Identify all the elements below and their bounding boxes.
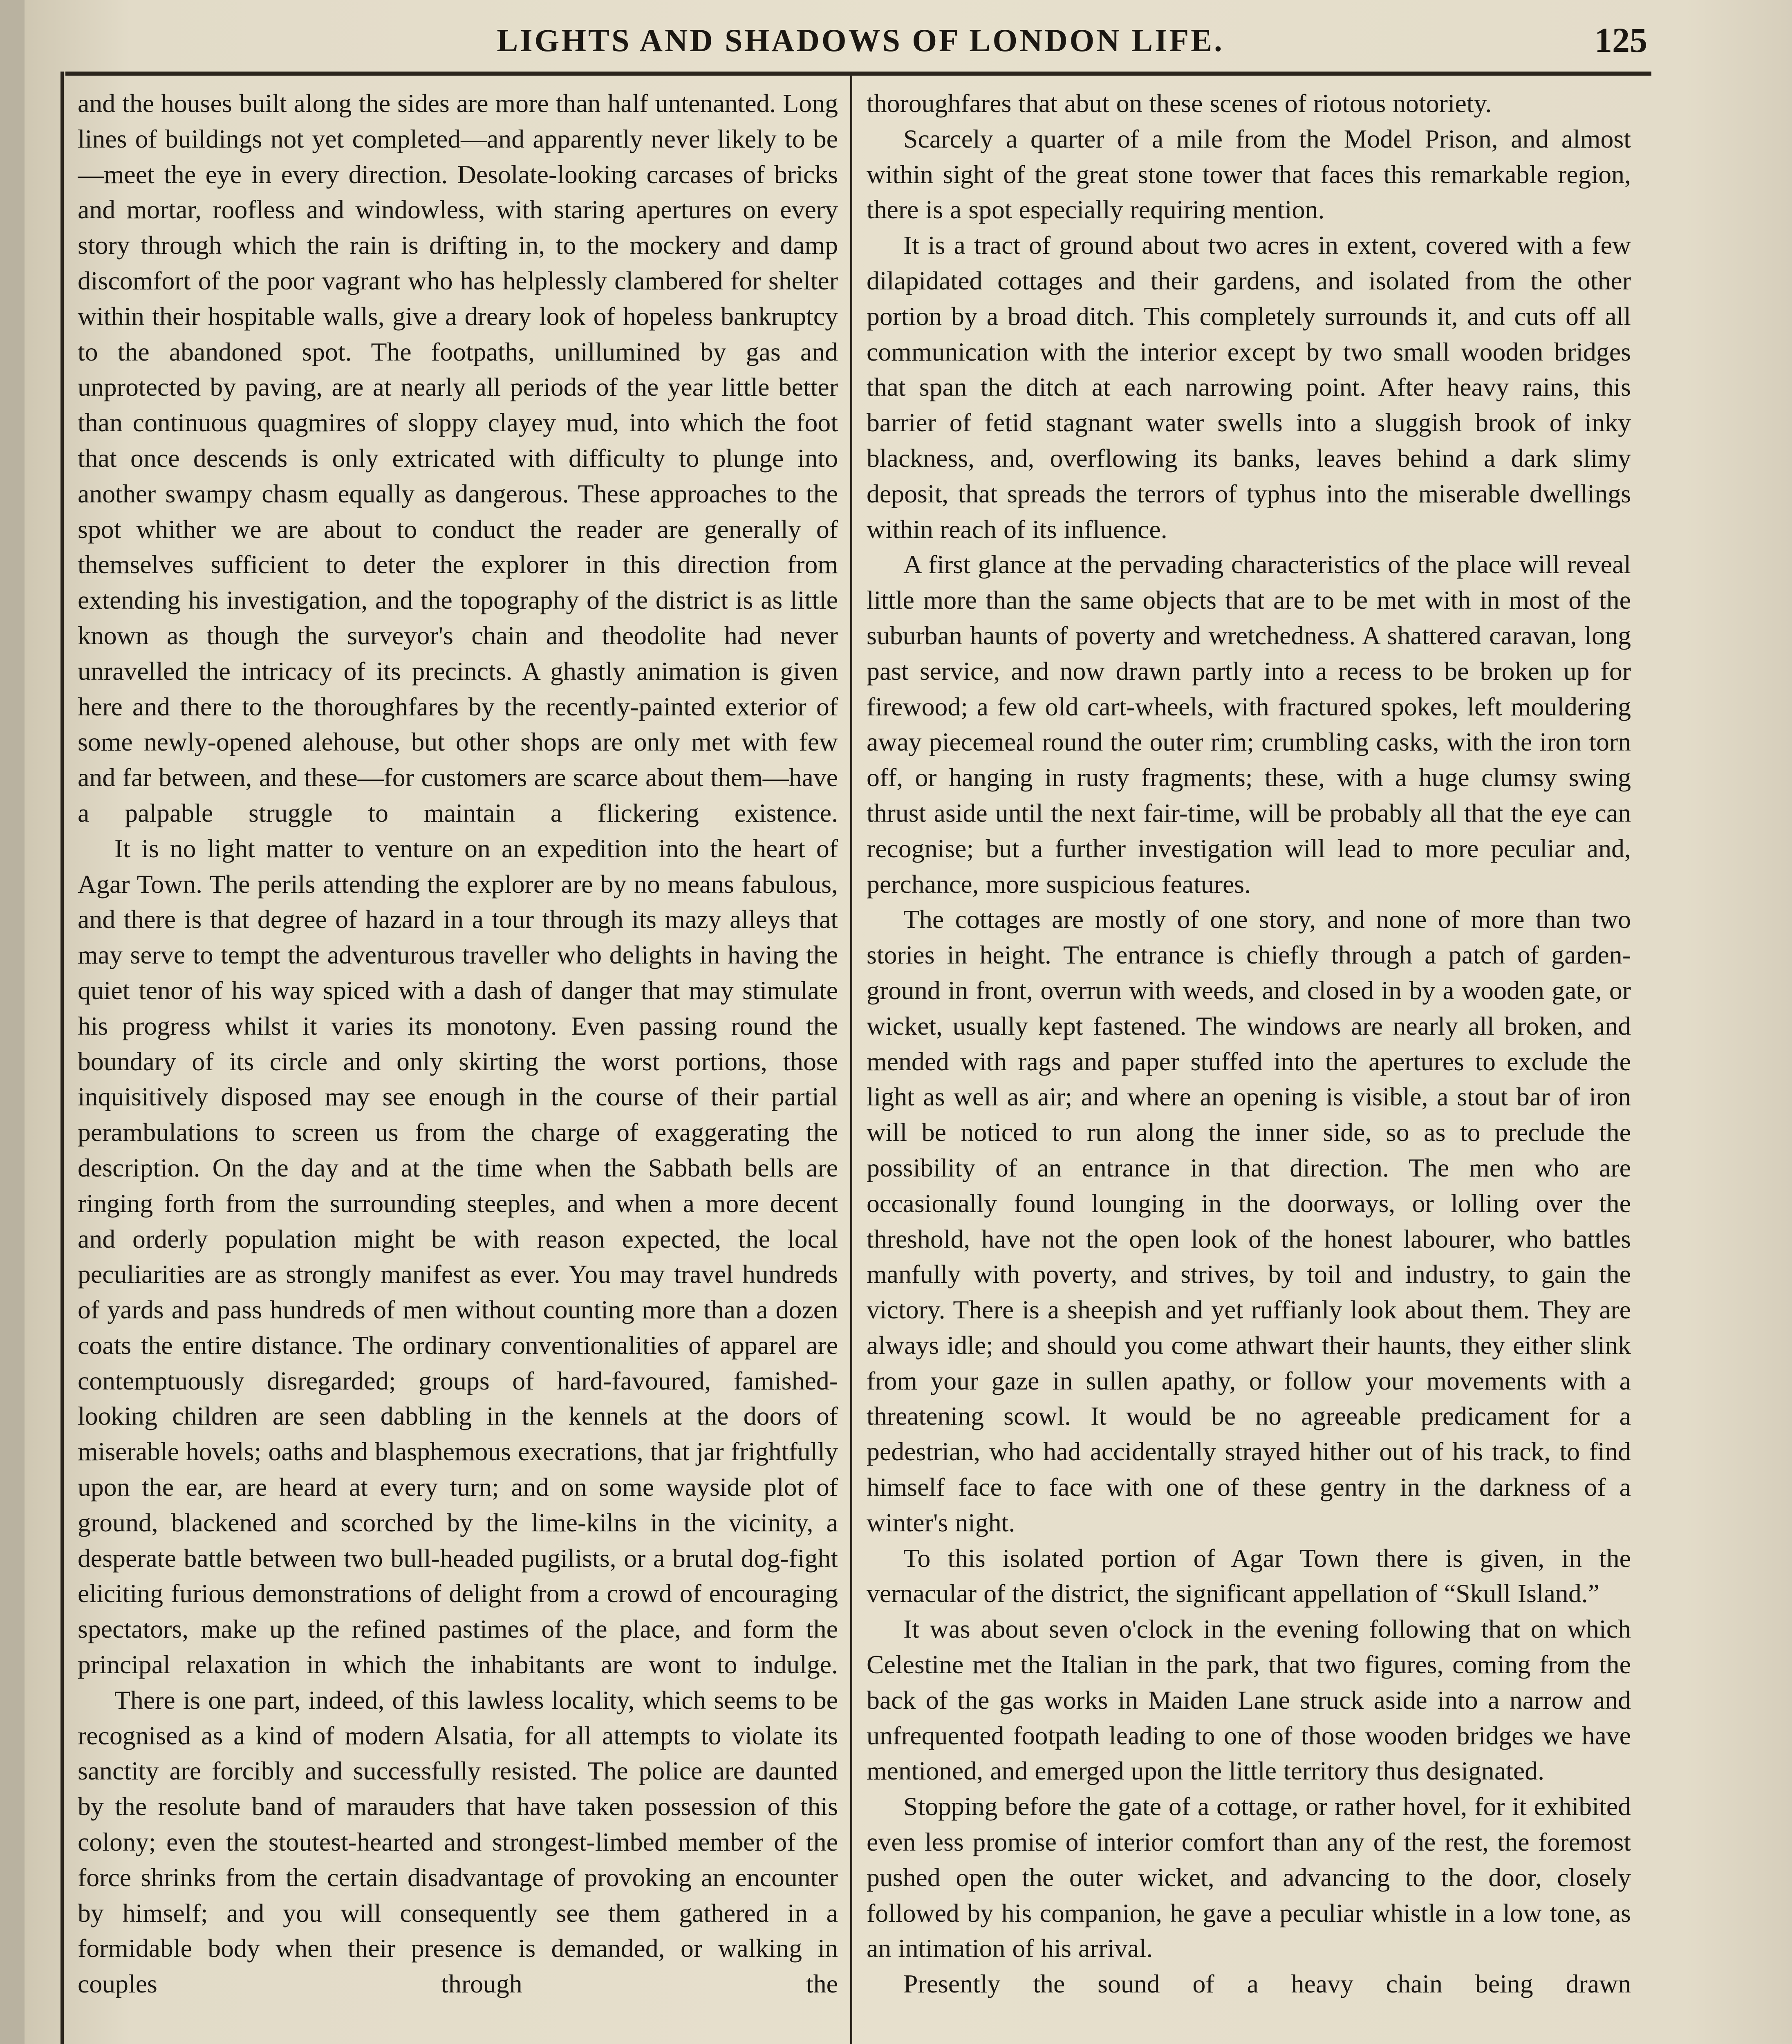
left-border-rule (60, 72, 64, 2044)
page-header (74, 12, 1647, 65)
paragraph: To this isolated portion of Agar Town there is given, in the vernacular of the district, the significant appellation of “Skull Island.” (867, 1543, 1631, 1608)
paragraph: The cottages are mostly of one story, and none of more than two stories in height. The entrance is chiefly through a patch of garden-ground in front, overrun with weeds, and closed in by a wooden gate, or wicket, usually kept fastened. The windows are nearly all broken, and mended with rags and paper stuffed into the apertures to exclude the light as well as air; and where an opening is visible, a stout bar of iron will be noticed to run along the inner side, so as to preclude the possibility of an entrance in that direction. The men who are occasionally found lounging in the doorways, or lolling over the threshold, have not the open look of the honest labourer, who battles manfully with poverty, and strives, by toil and industry, to gain the victory. There is a sheepish and yet ruffianly look about them. They are always idle; and should you come athwart their haunts, they either slink from your gaze in sullen apathy, or follow your movements with a threatening scowl. It would be no agreeable predicament for a pedestrian, who had accidentally strayed hither out of his track, to find himself face to face with one of these gentry in the darkness of a winter's night. (867, 905, 1631, 1537)
paragraph: It is a tract of ground about two acres in extent, covered with a few dilapidated cottages and their gardens, and isolated from the other portion by a broad ditch. This completely surrounds it, and cuts off all communication with the interior except by two small wooden bridges that span the ditch at each narrowing point. After heavy rains, this barrier of fetid stagnant water swells into a sluggish brook of inky blackness, and, overflowing its banks, leaves behind a dark slimy deposit, that spreads the terrors of typhus into the miserable dwellings within reach of its influence. (867, 231, 1631, 544)
paragraph: It is no light matter to venture on an expedition into the heart of Agar Town. The perils attending the explorer are by no means fabulous, and there is that degree of hazard in a tour through its mazy alleys that may serve to tempt the adventurous traveller who delights in having the quiet tenor of his way spiced with a dash of danger that may stimulate his progress whilst it varies its monotony. Even passing round the boundary of its circle and only skirting the worst portions, those inquisitively disposed may see enough in the course of their partial perambulations to screen us from the charge of exaggerating the description. On the day and at the time when the Sabbath bells are ringing forth from the surrounding steeples, and when a more decent and orderly population might be with reason expected, the local peculiarities are as strongly manifest as ever. You may travel hundreds of yards and pass hundreds of men without counting more than a dozen coats the entire distance. The ordinary conventionalities of apparel are contemptuously disregarded; groups of hard-favoured, famished-looking children are seen dabbling in the kennels at the doors of miserable hovels; oaths and blasphemous execrations, that jar frightfully upon the ear, are heard at every turn; and on some wayside plot of ground, blackened and scorched by the lime-kilns in the vicinity, a desperate battle between two bull-headed pugilists, or a brutal dog-fight eliciting furious demonstrations of delight from a crowd of encouraging spectators, make up the refined pastimes of the place, and form the principal relaxation in which the inhabitants are wont to indulge. (78, 834, 838, 1679)
text-column-right (867, 86, 1631, 2044)
page-number: 125 (1595, 20, 1647, 60)
paragraph: and the houses built along the sides are more than half untenanted. Long lines of buildings not yet completed—and apparently never likely to be—meet the eye in every direction. Desolate-looking carcases of bricks and mortar, roofless and windowless, with staring apertures on every story through which the rain is drifting in, to the mockery and damp discomfort of the poor vagrant who has helplessly clambered for shelter within their hospitable walls, give a dreary look of hopeless bankruptcy to the abandoned spot. The footpaths, unillumined by gas and unprotected by paving, are at nearly all periods of the year little better than continuous quagmires of sloppy clayey mud, into which the foot that once descends is only extricated with difficulty to plunge into another swampy chasm equally as dangerous. These approaches to the spot whither we are about to conduct the reader are generally of themselves sufficient to deter the explorer in this direction from extending his investigation, and the topography of the district is as little known as though the surveyor's chain and theodolite had never unravelled the intricacy of its precincts. A ghastly animation is given here and there to the thoroughfares by the recently-painted exterior of some newly-opened alehouse, but other shops are only met with few and far between, and these—for customers are scarce about them—have a palpable struggle to maintain a flickering existence. (78, 89, 838, 827)
paragraph: There is one part, indeed, of this lawless locality, which seems to be recognised as a kind of modern Alsatia, for all attempts to violate its sanctity are forcibly and successfully resisted. The police are daunted by the resolute band of marauders that have taken possession of this colony; even the stoutest-hearted and strongest-limbed member of the force shrinks from the certain disadvantage of provoking an encounter by himself; and you will consequently see them gathered in a formidable body when their presence is demanded, or walking in couples through the (78, 1685, 838, 1999)
paragraph: It was about seven o'clock in the evening following that on which Celestine met the Italian in the park, that two figures, coming from the back of the gas works in Maiden Lane struck aside into a narrow and unfrequented footpath leading to one of those wooden bridges we have mentioned, and emerged upon the little territory thus designated. (867, 1614, 1631, 1786)
paragraph: Presently the sound of a heavy chain being drawn (903, 1969, 1631, 1999)
paragraph: Scarcely a quarter of a mile from the Model Prison, and almost within sight of the great stone tower that faces this remarkable region, there is a spot especially requiring mention. (867, 124, 1631, 224)
paragraph: Stopping before the gate of a cottage, or rather hovel, for it exhibited even less promise of interior comfort than any of the rest, the foremost pushed open the outer wicket, and advancing to the door, closely followed by his companion, he gave a peculiar whistle in a low tone, as an intimation of his arrival. (867, 1792, 1631, 1963)
paragraph: thoroughfares that abut on these scenes of riotous notoriety. (867, 89, 1492, 118)
text-column-left (78, 86, 838, 2044)
column-divider (850, 76, 852, 2044)
paragraph: A first glance at the pervading characteristics of the place will reveal little more than the same objects that are to be met with in most of the suburban haunts of poverty and wretchedness. A shattered caravan, long past service, and now drawn partly into a recess to be broken up for firewood; a few old cart-wheels, with fractured spokes, left mouldering away piecemeal round the outer rim; crumbling casks, with the iron torn off, or hanging in rusty fragments; these, with a huge clumsy swing thrust aside until the next fair-time, will be probably all that the eye can recognise; but a further investigation will lead to more peculiar and, perchance, more suspicious features. (867, 550, 1631, 899)
top-rule (65, 72, 1651, 76)
page-sheet (25, 0, 1792, 2044)
running-title: LIGHTS AND SHADOWS OF LONDON LIFE. (497, 22, 1224, 58)
